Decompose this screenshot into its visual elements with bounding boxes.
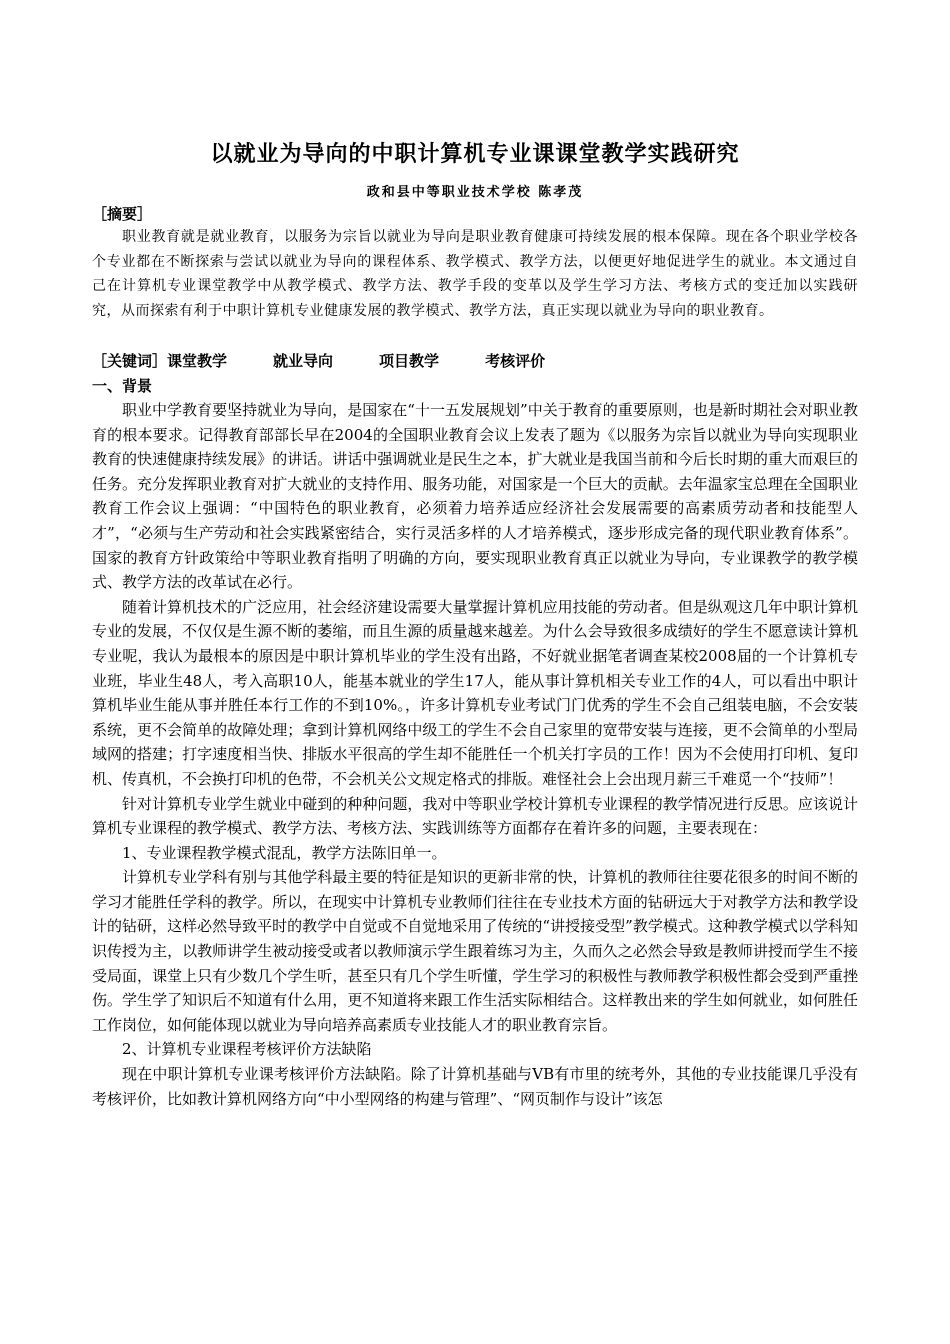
main-body (92, 398, 858, 1111)
keywords-label: ［关键词］ (92, 352, 168, 370)
keyword-4: 考核评价 (485, 352, 546, 370)
body-paragraph-5: 现在中职计算机专业课考核评价方法缺陷。除了计算机基础与VB有市里的统考外，其他的专业技能课几乎没有考核评价，比如教计算机网络方向“中小型网络的构建与管理”、“网页制作与设计”该怎 (92, 1065, 858, 1108)
body-paragraph-2: 随着计算机技术的广泛应用，社会经济建设需要大量掌握计算机应用技能的劳动者。但是纵观这几年中职计算机专业的发展，不仅仅是生源不断的萎缩，而且生源的质量越来越差。为什么会导致很多成绩好的学生不愿意读计算机专业呢，我认为最根本的原因是中职计算机毕业的学生没有出路，不好就业据笔者调查某校2008届的一个计算机专业班，毕业生48人，考入高职10人，能基本就业的学生17人，能从事计算机相关专业工作的4人，可以看出中职计算机毕业生能从事并胜任本行工作的不到10%。，许多计算机专业考试门门优秀的学生不会自己组装电脑，不会安装系统，更不会简单的故障处理；拿到计算机网络中级工的学生不会自己家里的宽带安装与连接，更不会简单的小型局域网的搭建；打字速度相当快、排版水平很高的学生却不能胜任一个机关打字员的工作！因为不会使用打印机、复印机、传真机，不会换打印机的色带，不会机关公文规定格式的排版。难怪社会上会出现月薪三千难觅一个“技师”！ (92, 597, 858, 788)
abstract-paragraph: 职业教育就是就业教育，以服务为宗旨以就业为导向是职业教育健康可持续发展的根本保障。现在各个职业学校各个专业都在不断探索与尝试以就业为导向的课程体系、教学模式、教学方法，以便更好地促进学生的就业。本文通过自己在计算机专业课堂教学中从教学模式、教学方法、教学手段的变革以及学生学习方法、考核方式的变迁加以实践研究，从而探索有利于中职计算机专业健康发展的教学模式、教学方法，真正实现以就业为导向的职业教育。 (92, 229, 858, 319)
subheading-1: 1、专业课程教学模式混乱，教学方法陈旧单一。 (122, 843, 447, 862)
abstract-label: ［摘要］ (92, 205, 153, 223)
subheading-2: 2、计算机专业课程考核评价方法缺陷 (122, 1040, 372, 1059)
body-paragraph-4: 计算机专业学科有别与其他学科最主要的特征是知识的更新非常的快，计算机的教师往往要花很多的时间不断的学习才能胜任学科的教学。所以，在现实中计算机专业教师们往往在专业技术方面的钻研远大于对教学方法和教学设计的钻研，这样必然导致平时的教学中自觉或不自觉地采用了传统的“讲授接受型”教学模式。这种教学模式以学科知识传授为主，以教师讲学生被动接受或者以教师演示学生跟着练习为主，久而久之必然会导致是教师讲授而学生不接受局面，课堂上只有少数几个学生听，甚至只有几个学生听懂，学生学习的积极性与教师教学积极性都会受到严重挫伤。学生学了知识后不知道有什么用，更不知道将来跟工作生活实际相结合。这样教出来的学生如何就业，如何胜任工作岗位，如何能体现以就业为导向培养高素质专业技能人才的职业教育宗旨。 (92, 868, 858, 1034)
keywords-line (92, 350, 591, 371)
document-title: 以就业为导向的中职计算机专业课课堂教学实践研究 (210, 142, 740, 167)
section-heading-background: 一、背景 (92, 377, 153, 395)
body-paragraph-3: 针对计算机专业学生就业中碰到的种种问题，我对中等职业学校计算机专业课程的教学情况进行反思。应该说计算机专业课程的教学模式、教学方法、考核方法、实践训练等方面都存在着许多的问题，主要表现在： (92, 794, 858, 838)
body-paragraph-1: 职业中学教育要坚持就业为导向，是国家在“十一五发展规划”中关于教育的重要原则，也是新时期社会对职业教育的根本要求。记得教育部部长早在2004的全国职业教育会议上发表了题为《以服务为宗旨以就业为导向实现职业教育的快速健康持续发展》的讲话。讲话中强调就业是民生之本，扩大就业是我国当前和今后长时期的重大而艰巨的任务。充分发挥职业教育对扩大就业的支持作用、服务功能，对国家是一个巨大的贡献。去年温家宝总理在全国职业教育工作会议上强调：“中国特色的职业教育，必须着力培养适应经济社会发展需要的高素质劳动者和技能型人才”，“必须与生产劳动和社会实践紧密结合，实行灵活多样的人才培养模式，逐步形成完备的现代职业教育体系”。国家的教育方针政策给中等职业教育指明了明确的方向，要实现职业教育真正以就业为导向，专业课教学的教学模式、教学方法的改革试在必行。 (92, 401, 858, 592)
abstract-body (92, 225, 858, 323)
author-line: 政和县中等职业技术学校 陈孝茂 (366, 185, 584, 200)
keyword-2: 就业导向 (273, 352, 334, 370)
keyword-1: 课堂教学 (167, 352, 228, 370)
keyword-3: 项目教学 (379, 352, 440, 370)
